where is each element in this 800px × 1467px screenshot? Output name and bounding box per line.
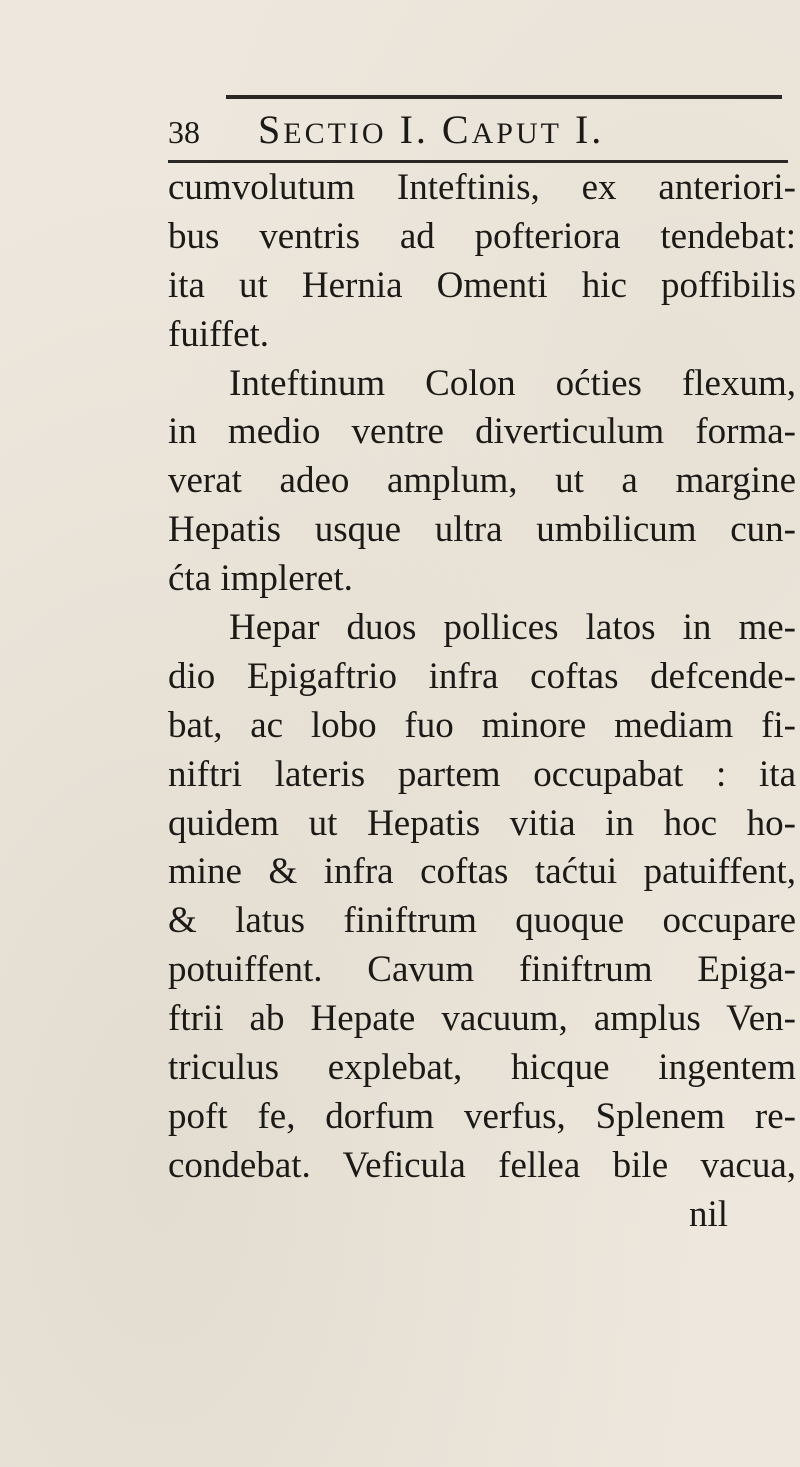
running-head-smallcaps-1: ECTIO [283,117,387,150]
text-line: & latus finiftrum quoque occupare [168,900,796,942]
text-line: potuiffent. Cavum finiftrum Epiga- [168,949,796,991]
text-line: Hepar duos pollices latos in me- [229,607,796,649]
catchword: nil [688,1193,728,1235]
page-header [168,100,788,160]
page-number: 38 [168,114,200,150]
text-line: fuiffet. [168,313,270,355]
running-head-numeral-1: I. [399,107,429,152]
text-line: quidem ut Hepatis vitia in hoc ho- [168,802,796,844]
text-line: triculus explebat, hicque ingentem [168,1047,796,1089]
text-line: niftri lateris partem occupabat : ita [168,753,796,795]
running-head-initial-1: S [258,107,284,152]
top-rule [226,95,782,99]
text-line: mine & infra coftas taćtui patuiffent, [168,851,796,893]
running-head-numeral-2: I. [574,107,605,152]
text-line: condebat. Veficula fellea bile vacua, [168,1144,796,1186]
header-rule [168,160,788,163]
text-line: dio Epigaftrio infra coftas defcende- [168,655,796,697]
text-line: poft fe, dorfum verfus, Splenem re- [168,1095,796,1137]
running-head-initial-2: C [441,107,472,152]
text-line: ćta impleret. [168,558,353,600]
text-line: ftrii ab Hepate vacuum, amplus Ven- [168,998,796,1040]
text-line: bus ventris ad pofteriora tendebat: [168,215,796,257]
running-head [258,100,604,164]
text-line: Inteftinum Colon oćties flexum, [229,362,796,404]
text-line: bat, ac lobo fuo minore mediam fi- [168,704,796,746]
text-line: ita ut Hernia Omenti hic poffibilis [168,264,796,306]
text-line: cumvolutum Inteftinis, ex anteriori- [168,167,796,208]
body-text [168,164,796,1240]
text-line: Hepatis usque ultra umbilicum cun- [168,509,796,551]
text-line: in medio ventre diverticulum forma- [168,411,796,453]
running-head-smallcaps-2: APUT [471,117,562,150]
text-line: verat adeo amplum, ut a margine [168,460,796,502]
